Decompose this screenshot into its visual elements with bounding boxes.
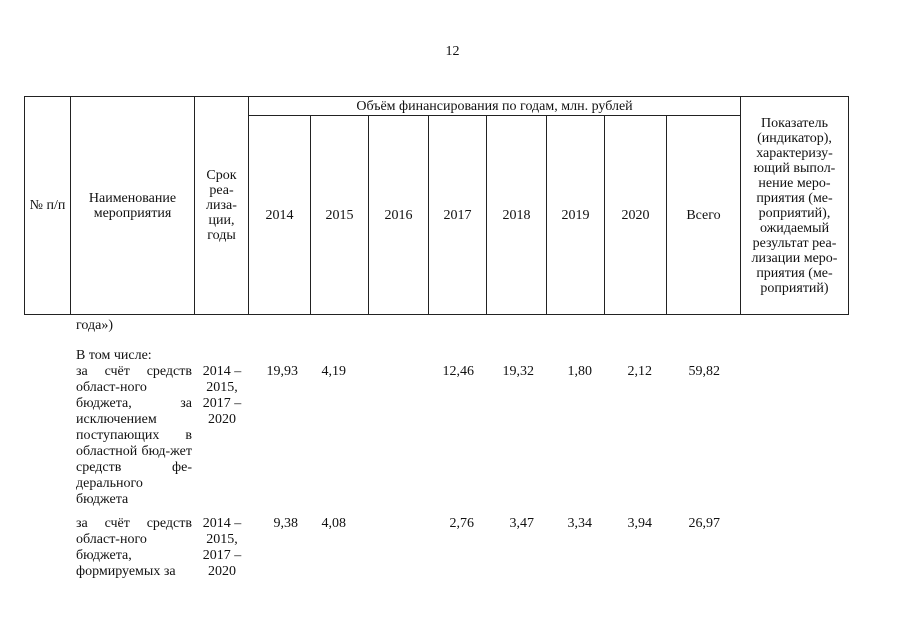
header-year: 2016 [369, 116, 429, 315]
value-2018: 19,32 [502, 364, 534, 379]
continuation-note: года») [76, 318, 113, 333]
value-2020: 3,94 [627, 516, 652, 531]
value-2017: 12,46 [442, 364, 474, 379]
value-total: 26,97 [688, 516, 720, 531]
value-2014: 9,38 [273, 516, 298, 531]
header-indicator: Показатель (индикатор), характеризу-ющий выпол-нение меро-приятия (ме-роприятий), ожидаемый результат реа-лизации меро-приятия (ме-роприятий) [741, 97, 849, 315]
header-year: 2014 [249, 116, 311, 315]
value-2018: 3,47 [509, 516, 534, 531]
header-year: 2018 [487, 116, 547, 315]
header-year: 2020 [605, 116, 667, 315]
row-term: 2014 – 2015, 2017 – 2020 [202, 364, 242, 427]
row-term: 2014 – 2015, 2017 – 2020 [202, 516, 242, 579]
value-2015: 4,19 [321, 364, 346, 379]
row-name: за счёт средств област-ного бюджета, формируемых за [76, 516, 192, 579]
header-year: 2019 [547, 116, 605, 315]
header-funding-title: Объём финансирования по годам, млн. рублей [249, 97, 741, 116]
value-2020: 2,12 [627, 364, 652, 379]
header-num: № п/п [25, 97, 71, 315]
header-name: Наименование мероприятия [71, 97, 195, 315]
value-2019: 1,80 [567, 364, 592, 379]
value-2017: 2,76 [449, 516, 474, 531]
header-total: Всего [667, 116, 741, 315]
value-2019: 3,34 [567, 516, 592, 531]
value-2014: 19,93 [266, 364, 298, 379]
page-number: 12 [445, 44, 460, 59]
including-label: В том числе: [76, 348, 152, 363]
header-term: Срок реа-лиза-ции, годы [195, 97, 249, 315]
header-year: 2015 [311, 116, 369, 315]
row-name: за счёт средств област-ного бюджета, за исключением поступающих в областной бюд-жет средств фе-дерального бюджета [76, 364, 192, 507]
funding-table-header [24, 96, 849, 315]
header-year: 2017 [429, 116, 487, 315]
value-total: 59,82 [688, 364, 720, 379]
value-2015: 4,08 [321, 516, 346, 531]
